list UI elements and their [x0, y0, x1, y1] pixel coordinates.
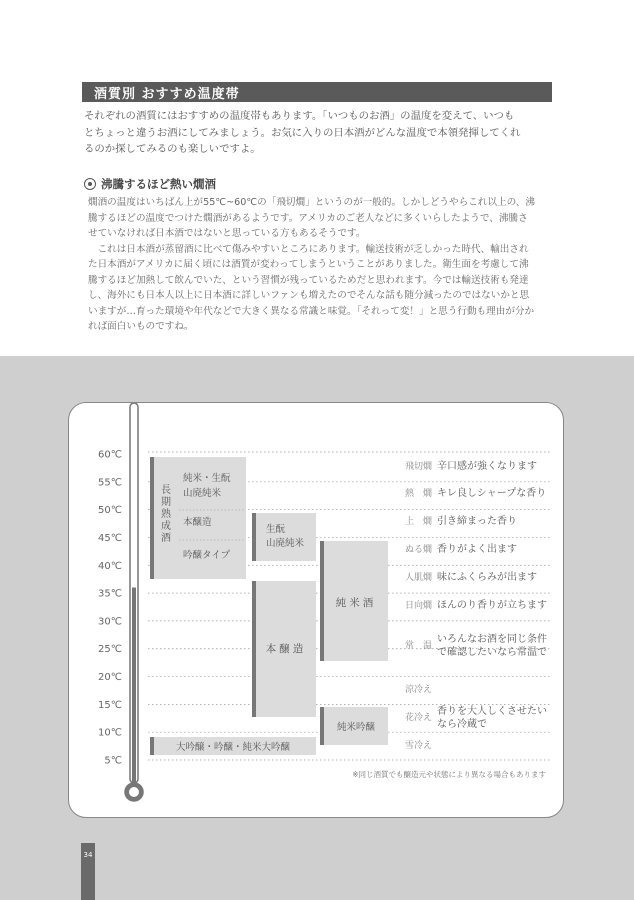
temperature-name: 雪冷え: [404, 741, 432, 751]
y-tick-label: 15℃: [98, 699, 122, 711]
junmai-bar: [320, 541, 324, 661]
section-title: 酒質別 おすすめ温度帯: [94, 87, 240, 102]
y-tick-label: 60℃: [98, 449, 122, 461]
sake-type-label: 吟醸タイプ: [183, 550, 231, 561]
y-tick-label: 10℃: [98, 727, 122, 739]
temperature-note: 香りがよく出ます: [437, 544, 517, 555]
temperature-note: なら冷蔵で: [437, 719, 487, 730]
chart-footnote: ※同じ酒質でも醸造元や状態により異なる場合もあります: [352, 770, 546, 779]
y-tick-label: 35℃: [98, 588, 122, 600]
temperature-name: 上 燗: [404, 517, 432, 527]
daiginjo-bar: [150, 737, 154, 755]
temperature-note: で確認したいなら常温で: [437, 647, 547, 658]
sake-type-label: 純米酒: [335, 597, 377, 609]
kimoto-box: [252, 513, 316, 561]
intro-line: それぞれの酒質にはおすすめの温度帯もあります。「いつものお酒」の温度を変えて、いつも: [84, 110, 515, 122]
temperature-note: 香りを大人しくさせたい: [437, 706, 547, 717]
y-tick-label: 30℃: [98, 616, 122, 628]
temperature-note: いろんなお酒を同じ条件: [437, 634, 547, 645]
sake-type-label: 生酛: [266, 524, 286, 535]
page-number: 34: [83, 851, 93, 859]
temperature-name: 花冷え: [404, 713, 432, 723]
y-tick-label: 5℃: [104, 755, 122, 767]
body-line: れば面白いものですね。: [88, 321, 194, 332]
temperature-name: 日向燗: [404, 601, 432, 611]
bullet-circle-icon: [84, 178, 96, 190]
intro-line: るのか探してみるのも楽しいですよ。: [84, 143, 261, 155]
sake-type-label: 山廃純米: [266, 538, 305, 549]
thermometer-mercury: [132, 588, 136, 783]
thermometer-bulb-highlight: [129, 787, 139, 797]
section-title-bar: [82, 82, 552, 102]
sake-type-label: 純米・生酛: [183, 473, 231, 484]
kimoto-bar: [252, 513, 256, 561]
sake-type-label: 大吟醸・吟醸・純米大吟醸: [175, 742, 291, 753]
temperature-name: 涼冷え: [404, 685, 432, 695]
sake-type-label-vertical-char: 酒: [161, 533, 171, 544]
intro-line: とちょっと違うお酒にしてみましょう。お気に入りの日本酒がどんな温度で本領発揮してくれ: [84, 126, 521, 139]
sake-type-label-vertical-char: 長: [161, 485, 171, 496]
temperature-name: 飛切燗: [404, 462, 432, 472]
temperature-chart: [69, 403, 565, 819]
temperature-name: ぬる燗: [404, 545, 432, 555]
body-line: 騰するほど加熱して飲んでいた、という習慣が残っているためだと思われます。今では輸送技術も発達: [88, 274, 529, 286]
sake-type-label-vertical-char: 成: [161, 521, 171, 532]
body-line: これは日本酒が蒸留酒に比べて傷みやすいところにあります。輸送技術が乏しかった時代、輸出され: [88, 243, 529, 255]
aged-sake-bar: [150, 457, 154, 579]
y-tick-label: 25℃: [98, 644, 122, 656]
temperature-name: 人肌燗: [404, 573, 432, 583]
body-line: 燗酒の温度はいちばん上が55℃~60℃の「飛切燗」というのが一般的。しかしどうやらこれ以上の、沸: [88, 197, 535, 208]
sake-type-label: 本醸造: [183, 517, 212, 528]
y-tick-label: 55℃: [98, 477, 122, 489]
temperature-note: ほんのり香りが立ちます: [437, 600, 547, 611]
y-tick-label: 20℃: [98, 672, 122, 684]
honjozo-bar: [252, 581, 256, 717]
temperature-note: 辛口感が強くなります: [437, 461, 537, 472]
temperature-note: キレ良しシャープな香り: [437, 488, 547, 499]
body-line: た日本酒がアメリカに届く頃には酒質が変わってしまうということがありました。衛生面を考慮して沸: [88, 259, 529, 270]
y-tick-label: 45℃: [98, 532, 122, 544]
page-number-tab: [81, 843, 95, 900]
sake-type-label-vertical-char: 期: [161, 497, 171, 508]
temperature-note: 味にふくらみが出ます: [437, 572, 537, 583]
y-tick-label: 40℃: [98, 560, 122, 572]
junmai-ginjo-bar: [320, 707, 324, 745]
temperature-note: 引き締まった香り: [437, 516, 517, 527]
temperature-name: 常 温: [404, 641, 432, 651]
subsection-title: 沸騰するほど熱い燗酒: [101, 177, 216, 191]
body-line: いますが…育った環境や年代などで大きく異なる常識と味覚。「それって変！」と思う行動も理由が分か: [88, 305, 535, 317]
sake-type-label: 本醸造: [265, 643, 307, 655]
sake-type-label-vertical-char: 熟: [161, 509, 171, 520]
sake-type-label: 純米吟醸: [336, 722, 376, 733]
y-tick-label: 50℃: [98, 505, 122, 517]
body-line: し、海外にも日本人以上に日本酒に詳しいファンも増えたのでそんな話も随分減ったのではないかと思: [88, 290, 530, 301]
body-line: 騰するほどの温度でつけた燗酒があるようです。アメリカのご老人などに多くいらしたようで、沸騰さ: [88, 212, 528, 224]
body-line: せていなければ日本酒ではないと思っている方もあるそうです。: [88, 228, 366, 239]
temperature-chart-card: [68, 402, 564, 818]
temperature-name: 熱 燗: [404, 489, 432, 499]
sake-type-label: 山廃純米: [183, 488, 222, 499]
